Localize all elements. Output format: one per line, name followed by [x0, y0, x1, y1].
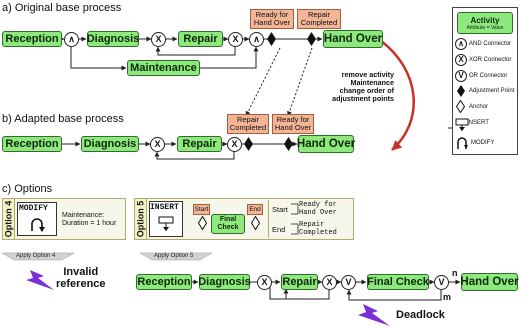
branch-n-label: n [452, 268, 458, 278]
adjustment-point-icon [284, 137, 293, 151]
activity-repair-c[interactable]: Repair [282, 276, 317, 288]
legend-and-icon: ∧ [455, 38, 467, 50]
tag-ready-for-hand-over-a: Ready for Hand Over [250, 9, 294, 29]
apply-option-4-label: Apply Option 4 [16, 253, 56, 259]
anchor-icon-end [251, 216, 260, 230]
tag-repair-completed-a: Repair Completed [297, 9, 341, 29]
option-5-divider [268, 200, 269, 238]
and-connector-icon: ∧ [249, 32, 264, 47]
xor-connector-icon: X [322, 275, 337, 290]
or-connector-icon: V [434, 275, 449, 290]
modify-icon [29, 218, 45, 232]
flash-icon-invalid [26, 270, 54, 290]
tag-repair-completed-b: Repair Completed [227, 114, 269, 134]
apply-option-5-label: Apply Option 5 [154, 253, 194, 259]
tag-start: Start [194, 206, 209, 213]
xor-connector-icon: X [228, 32, 243, 47]
adjustment-point-icon [267, 32, 276, 46]
operation-text: remove activity Maintenance change order of adjustment points [332, 70, 394, 103]
activity-repair-b[interactable]: Repair [177, 136, 222, 152]
section-c-title: c) Options [2, 183, 53, 195]
activity-reception-a[interactable]: Reception [2, 31, 62, 47]
insert-icon [158, 216, 174, 232]
or-connector-icon: V [341, 275, 356, 290]
activity-maintenance[interactable]: Maintenance [127, 60, 200, 76]
legend-anchor-icon [456, 100, 465, 113]
tag-ready-for-hand-over-b: Ready for Hand Over [272, 114, 314, 134]
section-b-title: b) Adapted base process [2, 113, 124, 125]
start-mapping-label: Start [272, 205, 288, 214]
anchor-icon-start [198, 216, 207, 230]
activity-reception-c[interactable]: Reception [137, 276, 191, 288]
legend-adjustment-label: Adjustment Point [469, 88, 515, 94]
activity-final-check-c[interactable]: Final Check [367, 276, 429, 288]
legend-modify-label: MODIFY [471, 140, 495, 146]
activity-diagnosis-c[interactable]: Diagnosis [198, 276, 251, 288]
end-mapping-label: End [272, 225, 286, 234]
tag-end: End [247, 204, 263, 215]
option-4-op-label: MODIFY [19, 204, 48, 213]
legend-or-label: OR Connector [469, 73, 508, 79]
start-mapping-value: Ready for Hand Over [299, 201, 337, 217]
activity-diagnosis-a[interactable]: Diagnosis [86, 33, 140, 45]
legend-anchor-label: Anchor [469, 104, 489, 110]
activity-final-check-option[interactable]: Final Check [211, 214, 245, 234]
legend-activity: Activity Attribute = Value [457, 12, 513, 34]
mapping-brackets [290, 202, 300, 238]
xor-connector-icon: X [150, 137, 165, 152]
activity-hand-over-a[interactable]: Hand Over [323, 30, 383, 48]
activity-hand-over-b[interactable]: Hand Over [298, 135, 354, 153]
legend-xor-icon: X [455, 54, 467, 66]
adjustment-point-icon [244, 137, 253, 151]
xor-connector-icon: X [151, 32, 166, 47]
legend-modify-icon [455, 136, 469, 150]
flash-icon-deadlock [358, 304, 390, 326]
legend-adjustment-icon [457, 85, 465, 97]
activity-diagnosis-b[interactable]: Diagnosis [81, 136, 139, 152]
and-connector-icon: ∧ [64, 32, 79, 47]
option-5-label: Option 5 [135, 200, 146, 238]
activity-repair-a[interactable]: Repair [178, 31, 223, 47]
invalid-reference-text: Invalid reference [56, 266, 106, 290]
option-4-text: Maintenance: Duration = 1 hour [62, 212, 117, 227]
section-a-title: a) Original base process [2, 2, 122, 14]
end-mapping-value: Repair Completed [299, 221, 337, 237]
legend-or-icon: V [455, 70, 467, 82]
xor-connector-icon: X [257, 275, 272, 290]
deadlock-text: Deadlock [396, 309, 445, 321]
activity-hand-over-c[interactable]: Hand Over [461, 273, 518, 291]
xor-connector-icon: X [227, 137, 242, 152]
option-4-label: Option 4 [3, 200, 14, 238]
activity-reception-b[interactable]: Reception [2, 136, 62, 152]
option-5-op-label: INSERT [150, 203, 179, 212]
adjustment-point-icon [307, 32, 316, 46]
legend-insert-label: INSERT [467, 120, 489, 126]
legend-and-label: AND Connector [469, 41, 512, 47]
legend-xor-label: XOR Connector [469, 57, 512, 63]
branch-m-label: m [443, 292, 452, 302]
